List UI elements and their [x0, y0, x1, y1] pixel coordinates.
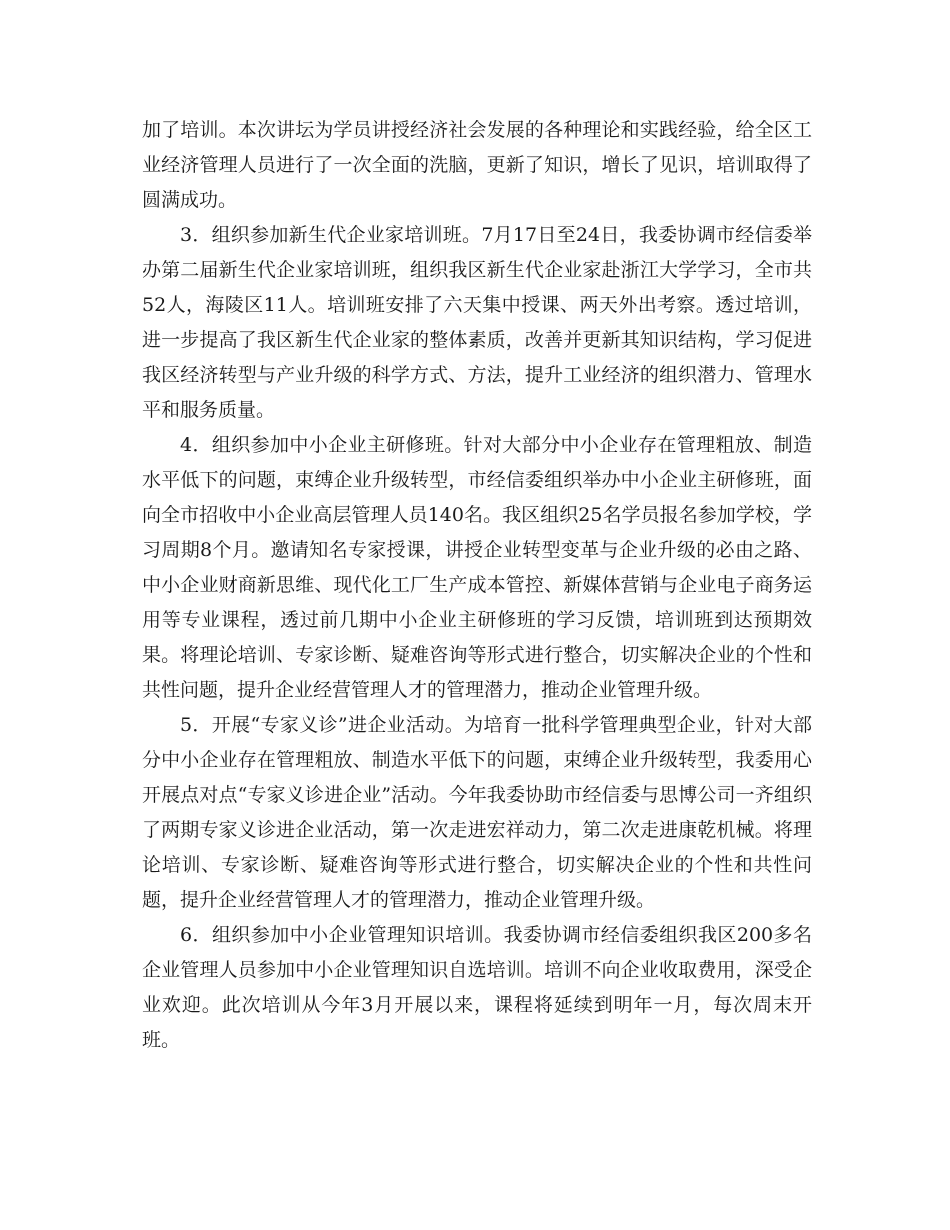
document-body: [142, 113, 812, 1058]
paragraph-item-5: 5．开展“专家义诊”进企业活动。为培育一批科学管理典型企业，针对大部分中小企业存在管理粗放、制造水平低下的问题，束缚企业升级转型，我委用心开展点对点“专家义诊进企业”活动。今年我委协助市经信委与思博公司一齐组织了两期专家义诊进企业活动，第一次走进宏祥动力，第二次走进康乾机械。将理论培训、专家诊断、疑难咨询等形式进行整合，切实解决企业的个性和共性问题，提升企业经营管理人才的管理潜力，推动企业管理升级。: [142, 714, 812, 911]
paragraph-item-6: 6．组织参加中小企业管理知识培训。我委协调市经信委组织我区200多名企业管理人员参加中小企业管理知识自选培训。培训不向企业收取费用，深受企业欢迎。此次培训从今年3月开展以来，课程将延续到明年一月，每次周末开班。: [142, 924, 812, 1051]
paragraph-item-4: 4．组织参加中小企业主研修班。针对大部分中小企业存在管理粗放、制造水平低下的问题，束缚企业升级转型，市经信委组织举办中小企业主研修班，面向全市招收中小企业高层管理人员140名。我区组织25名学员报名参加学校，学习周期8个月。邀请知名专家授课，讲授企业转型变革与企业升级的必由之路、中小企业财商新思维、现代化工厂生产成本管控、新媒体营销与企业电子商务运用等专业课程，透过前几期中小企业主研修班的学习反馈，培训班到达预期效果。将理论培训、专家诊断、疑难咨询等形式进行整合，切实解决企业的个性和共性问题，提升企业经营管理人才的管理潜力，推动企业管理升级。: [142, 434, 812, 701]
paragraph-continuation: 加了培训。本次讲坛为学员讲授经济社会发展的各种理论和实践经验，给全区工业经济管理人员进行了一次全面的洗脑，更新了知识，增长了见识，培训取得了圆满成功。: [142, 119, 812, 211]
paragraph-item-3: 3．组织参加新生代企业家培训班。7月17日至24日，我委协调市经信委举办第二届新生代企业家培训班，组织我区新生代企业家赴浙江大学学习，全市共52人，海陵区11人。培训班安排了六天集中授课、两天外出考察。透过培训，进一步提高了我区新生代企业家的整体素质，改善并更新其知识结构，学习促进我区经济转型与产业升级的科学方式、方法，提升工业经济的组织潜力、管理水平和服务质量。: [142, 224, 812, 421]
